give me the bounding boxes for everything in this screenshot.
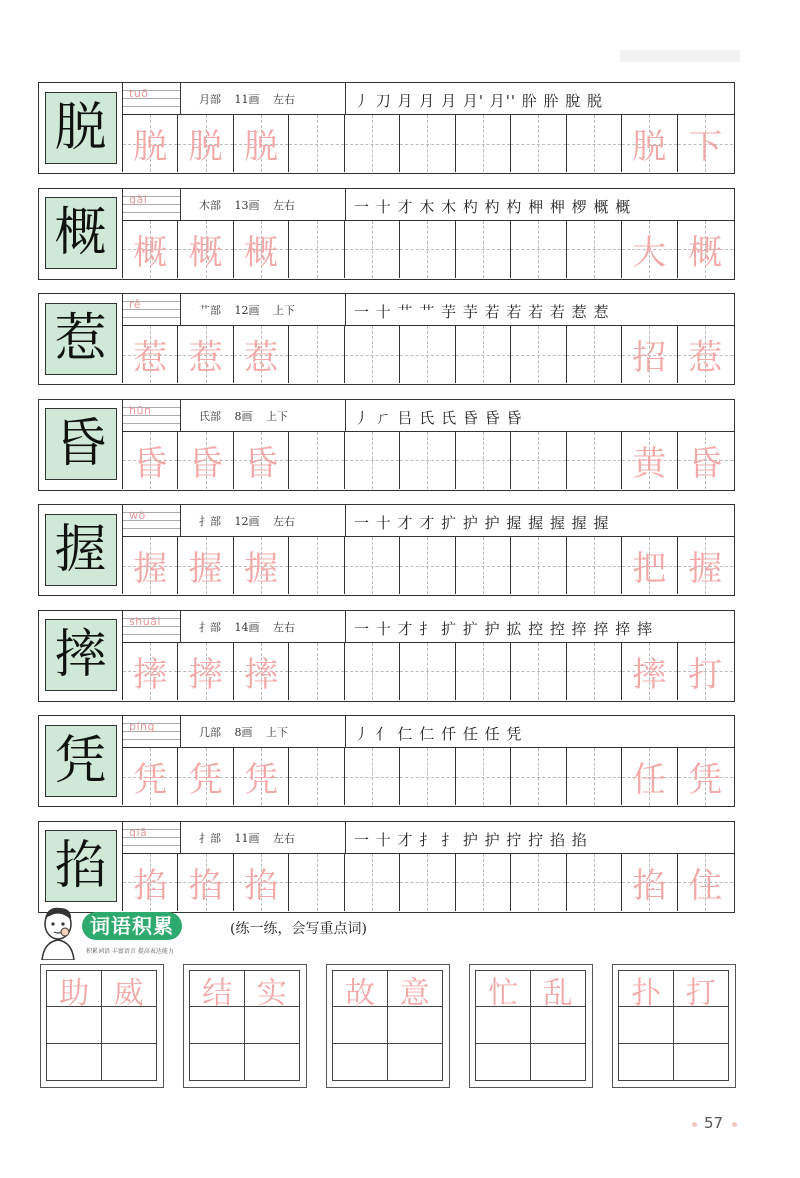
trace-char: 概 [133, 232, 168, 273]
practice-cell[interactable] [400, 854, 455, 911]
page-number: 57 [704, 1114, 724, 1132]
practice-cell[interactable] [345, 221, 400, 278]
practice-cell[interactable] [456, 326, 511, 383]
stroke-order-area [345, 400, 734, 431]
model-char: 概 [45, 197, 117, 269]
word-grid-cell[interactable] [245, 1007, 300, 1043]
pinyin-box [123, 505, 181, 536]
character-practice-table [38, 82, 735, 926]
practice-cell[interactable] [123, 854, 178, 911]
example-word-char: 握 [688, 549, 723, 589]
example-word-char: 任 [632, 760, 667, 800]
example-word-char: 脱 [632, 127, 667, 167]
practice-cell[interactable] [234, 326, 289, 383]
practice-cell[interactable] [511, 537, 566, 594]
radical: 扌部 [199, 831, 221, 845]
word-box [326, 964, 450, 1088]
word-char-second: 实 [256, 975, 287, 1011]
stroke-order-area [345, 189, 734, 220]
practice-cell[interactable] [345, 643, 400, 700]
word-box [40, 964, 164, 1088]
practice-cell[interactable] [567, 115, 622, 172]
radical: 月部 [199, 93, 221, 106]
trace-char: 凭 [188, 760, 223, 800]
practice-grid [123, 537, 734, 595]
model-char-box [39, 505, 123, 594]
practice-cell[interactable] [567, 643, 622, 700]
char-info-strip [123, 505, 734, 537]
practice-cell[interactable] [234, 854, 289, 911]
practice-cell[interactable] [178, 643, 233, 700]
word-box [612, 964, 736, 1088]
practice-cell[interactable] [567, 748, 622, 805]
practice-cell[interactable] [400, 432, 455, 489]
practice-cell[interactable] [345, 537, 400, 594]
practice-grid [123, 326, 734, 384]
word-grid[interactable] [189, 970, 300, 1081]
char-row [38, 715, 735, 807]
word-grid-cell[interactable] [102, 1007, 157, 1043]
stroke-order: 一 十 艹 艹 芋 芋 若 若 若 若 惹 惹 [354, 303, 610, 321]
stroke-count: 8画 [234, 726, 253, 739]
radical: 木部 [199, 198, 221, 212]
practice-cell[interactable] [511, 748, 566, 805]
radical: 几部 [199, 726, 221, 739]
practice-cell[interactable] [622, 221, 677, 278]
structure: 上下 [266, 726, 288, 739]
practice-cell[interactable] [178, 326, 233, 383]
practice-cell[interactable] [567, 326, 622, 383]
word-char-second: 乱 [542, 975, 573, 1011]
practice-cell[interactable] [400, 748, 455, 805]
stroke-order-area [345, 294, 734, 325]
word-grid-cell[interactable] [674, 1044, 729, 1080]
pinyin-text: shuāi [129, 614, 161, 628]
char-meta [199, 197, 349, 215]
practice-cell[interactable] [289, 221, 344, 278]
char-meta [199, 408, 349, 426]
practice-cell[interactable] [178, 748, 233, 805]
trace-char: 摔 [133, 654, 168, 695]
pinyin-text: qiā [129, 825, 148, 839]
practice-cell[interactable] [178, 432, 233, 489]
char-row [38, 82, 735, 174]
word-grid-cell[interactable] [333, 1007, 388, 1043]
practice-cell[interactable] [178, 537, 233, 594]
char-row [38, 504, 735, 596]
example-word-char: 黄 [632, 443, 667, 484]
stroke-order: 一 十 才 扌 扌 护 护 拧 拧 掐 掐 [354, 830, 588, 849]
practice-cell[interactable] [622, 643, 677, 700]
practice-grid [123, 221, 734, 279]
structure: 上下 [266, 409, 288, 423]
word-char-first: 故 [345, 975, 376, 1011]
word-char-first: 忙 [488, 975, 519, 1011]
practice-cell[interactable] [400, 326, 455, 383]
char-info-strip [123, 400, 734, 432]
example-word-char: 招 [632, 338, 667, 378]
practice-cell[interactable] [456, 221, 511, 278]
stroke-order-area [345, 83, 734, 114]
practice-cell[interactable] [123, 221, 178, 278]
practice-cell[interactable] [622, 537, 677, 594]
word-grid-cell[interactable] [476, 1044, 531, 1080]
practice-cell[interactable] [456, 537, 511, 594]
stroke-order-area [345, 505, 734, 536]
trace-char: 摔 [188, 654, 223, 695]
practice-cell[interactable] [622, 432, 677, 489]
trace-char: 掐 [244, 865, 279, 906]
pinyin-box [123, 822, 181, 853]
word-grid-cell[interactable] [333, 1044, 388, 1080]
practice-grid [123, 643, 734, 701]
trace-char: 握 [188, 549, 223, 589]
practice-cell[interactable] [400, 537, 455, 594]
word-box [183, 964, 307, 1088]
char-row [38, 821, 735, 913]
practice-cell[interactable] [234, 221, 289, 278]
practice-cell[interactable] [456, 432, 511, 489]
char-info-strip [123, 189, 734, 221]
trace-char: 惹 [244, 338, 279, 378]
practice-cell[interactable] [678, 115, 733, 172]
practice-cell[interactable] [123, 643, 178, 700]
word-grid-cell[interactable] [388, 1044, 443, 1080]
practice-cell[interactable] [178, 854, 233, 911]
pinyin-box [123, 400, 181, 431]
practice-cell[interactable] [123, 115, 178, 172]
stroke-order: 丿 刀 月 月 月 月' 月'' 肸 肸 脫 脱 [354, 92, 604, 110]
model-char: 惹 [45, 303, 117, 375]
word-char-first: 结 [202, 975, 233, 1011]
practice-cell[interactable] [400, 221, 455, 278]
structure: 左右 [273, 515, 295, 528]
word-char-second: 意 [399, 975, 430, 1011]
stroke-order: 一 十 才 才 扩 护 护 握 握 握 握 握 [354, 514, 610, 532]
word-grid-cell[interactable] [531, 1044, 586, 1080]
model-char-box [39, 400, 123, 489]
practice-cell[interactable] [123, 748, 178, 805]
pinyin-box [123, 611, 181, 642]
trace-char: 摔 [244, 654, 279, 695]
practice-cell[interactable] [678, 537, 733, 594]
practice-cell[interactable] [511, 854, 566, 911]
stroke-order: 丿 亻 仁 仁 仟 任 任 凭 [354, 725, 523, 743]
word-grid-cell[interactable] [388, 1007, 443, 1043]
stroke-order-area [345, 611, 734, 642]
practice-cell[interactable] [289, 643, 344, 700]
practice-cell[interactable] [678, 432, 733, 489]
example-word-char: 把 [632, 549, 667, 589]
pinyin-box [123, 189, 181, 220]
char-info-strip [123, 716, 734, 748]
word-grid-cell[interactable] [47, 1044, 102, 1080]
section-title: 词语积累 [82, 912, 182, 940]
practice-cell[interactable] [345, 326, 400, 383]
trace-char: 惹 [188, 338, 223, 378]
trace-char: 掐 [188, 865, 223, 906]
practice-cell[interactable] [622, 748, 677, 805]
char-meta [199, 619, 349, 637]
practice-grid [123, 115, 734, 173]
pinyin-box [123, 83, 181, 114]
trace-char: 惹 [133, 338, 168, 378]
stroke-order: 一 十 才 扌 扩 扩 护 拡 控 控 捽 捽 捽 摔 [354, 619, 653, 638]
structure: 左右 [273, 198, 295, 212]
example-word-char: 打 [688, 654, 723, 695]
word-grid-cell[interactable] [47, 1007, 102, 1043]
char-info-strip [123, 83, 734, 115]
practice-cell[interactable] [622, 115, 677, 172]
practice-cell[interactable] [234, 537, 289, 594]
char-row [38, 399, 735, 491]
practice-cell[interactable] [567, 432, 622, 489]
word-practice-boxes [40, 964, 762, 1092]
example-word-char: 昏 [688, 443, 723, 484]
practice-cell[interactable] [678, 326, 733, 383]
example-word-char: 下 [688, 127, 723, 167]
model-char-box [39, 294, 123, 383]
practice-cell[interactable] [345, 748, 400, 805]
practice-cell[interactable] [289, 748, 344, 805]
structure: 左右 [273, 620, 295, 634]
radical: 氏部 [199, 409, 221, 423]
structure: 上下 [273, 304, 295, 317]
stroke-count: 12画 [234, 304, 260, 317]
practice-grid [123, 432, 734, 490]
practice-cell[interactable] [178, 115, 233, 172]
radical: 艹部 [199, 304, 221, 317]
word-grid-cell[interactable] [190, 1007, 245, 1043]
word-grid-cell[interactable] [619, 1044, 674, 1080]
trace-char: 概 [188, 232, 223, 273]
stroke-count: 12画 [234, 515, 260, 528]
pinyin-text: píng [129, 720, 155, 733]
faint-header-mark [620, 50, 740, 62]
model-char-box [39, 611, 123, 700]
practice-cell[interactable] [567, 221, 622, 278]
practice-cell[interactable] [622, 854, 677, 911]
char-meta [199, 724, 349, 742]
word-grid-cell[interactable] [531, 1007, 586, 1043]
stroke-order: 一 十 才 木 木 杓 杓 杓 柙 柙 椤 概 概 [354, 197, 632, 216]
word-grid-cell[interactable] [190, 1044, 245, 1080]
pinyin-text: gài [129, 192, 148, 206]
practice-cell[interactable] [289, 115, 344, 172]
practice-cell[interactable] [289, 537, 344, 594]
practice-cell[interactable] [511, 643, 566, 700]
pinyin-box [123, 716, 181, 747]
trace-char: 凭 [244, 760, 279, 800]
trace-char: 昏 [188, 443, 223, 484]
trace-char: 凭 [133, 760, 168, 800]
word-box [469, 964, 593, 1088]
char-row [38, 188, 735, 280]
practice-cell[interactable] [289, 326, 344, 383]
stroke-count: 11画 [234, 93, 260, 106]
practice-cell[interactable] [234, 115, 289, 172]
stroke-count: 13画 [234, 198, 260, 212]
model-char: 掐 [45, 830, 117, 902]
model-char: 脱 [45, 92, 117, 164]
practice-cell[interactable] [678, 643, 733, 700]
example-word-char: 惹 [688, 338, 723, 378]
practice-cell[interactable] [345, 115, 400, 172]
word-grid-cell[interactable] [102, 1044, 157, 1080]
practice-cell[interactable] [400, 643, 455, 700]
example-word-char: 大 [632, 232, 667, 273]
trace-char: 握 [244, 549, 279, 589]
practice-cell[interactable] [456, 748, 511, 805]
pinyin-text: tuō [129, 87, 149, 100]
char-meta [199, 513, 349, 531]
section-header [34, 904, 534, 960]
word-grid[interactable] [618, 970, 729, 1081]
section-caption: 积累词语 丰富语言 提高表达能力 [86, 948, 174, 955]
word-grid[interactable] [46, 970, 157, 1081]
section-subtitle: (练一练，会写重点词) [230, 921, 367, 937]
example-word-char: 摔 [632, 654, 667, 695]
practice-cell[interactable] [234, 432, 289, 489]
word-grid-cell[interactable] [674, 1007, 729, 1043]
char-info-strip [123, 294, 734, 326]
practice-cell[interactable] [456, 643, 511, 700]
practice-cell[interactable] [567, 854, 622, 911]
example-word-char: 住 [688, 865, 723, 906]
word-grid-cell[interactable] [476, 1007, 531, 1043]
model-char-box [39, 822, 123, 911]
model-char: 昏 [45, 408, 117, 480]
example-word-char: 凭 [688, 760, 723, 800]
pinyin-text: rě [129, 298, 142, 311]
practice-cell[interactable] [511, 432, 566, 489]
practice-cell[interactable] [456, 854, 511, 911]
model-char-box [39, 716, 123, 805]
trace-char: 脱 [188, 127, 223, 167]
practice-grid [123, 748, 734, 806]
word-grid-cell[interactable] [619, 1007, 674, 1043]
practice-cell[interactable] [345, 854, 400, 911]
stroke-count: 8画 [234, 409, 253, 423]
model-char-box [39, 189, 123, 278]
char-meta [199, 830, 349, 848]
thinking-boy-icon [34, 904, 82, 960]
practice-cell[interactable] [678, 221, 733, 278]
radical: 扌部 [199, 620, 221, 634]
practice-cell[interactable] [123, 537, 178, 594]
practice-cell[interactable] [234, 643, 289, 700]
word-grid-cell[interactable] [245, 1044, 300, 1080]
page-footer [690, 1112, 750, 1136]
char-meta [199, 302, 349, 320]
practice-cell[interactable] [123, 432, 178, 489]
trace-char: 握 [133, 549, 168, 589]
trace-char: 掐 [133, 865, 168, 906]
word-grid[interactable] [475, 970, 586, 1081]
model-char: 握 [45, 514, 117, 586]
trace-char: 脱 [244, 127, 279, 167]
practice-grid [123, 854, 734, 912]
practice-cell[interactable] [345, 432, 400, 489]
stroke-count: 11画 [234, 831, 260, 845]
char-info-strip [123, 611, 734, 643]
char-row [38, 610, 735, 702]
practice-cell[interactable] [622, 326, 677, 383]
practice-cell[interactable] [289, 854, 344, 911]
practice-cell[interactable] [400, 115, 455, 172]
word-char-first: 助 [59, 975, 90, 1011]
practice-cell[interactable] [678, 854, 733, 911]
pinyin-box [123, 294, 181, 325]
page-dot-left [692, 1122, 697, 1127]
example-word-char: 掐 [632, 865, 667, 906]
practice-cell[interactable] [511, 221, 566, 278]
practice-cell[interactable] [567, 537, 622, 594]
page-dot-right [732, 1122, 737, 1127]
char-meta [199, 91, 349, 109]
trace-char: 昏 [133, 443, 168, 484]
practice-cell[interactable] [123, 326, 178, 383]
practice-cell[interactable] [511, 326, 566, 383]
stroke-count: 14画 [234, 620, 260, 634]
model-char: 凭 [45, 725, 117, 797]
word-char-second: 打 [685, 975, 716, 1011]
word-grid[interactable] [332, 970, 443, 1081]
trace-char: 昏 [244, 443, 279, 484]
radical: 扌部 [199, 515, 221, 528]
word-char-first: 扑 [631, 975, 662, 1011]
pinyin-text: hūn [129, 403, 152, 417]
practice-cell[interactable] [234, 748, 289, 805]
trace-char: 概 [244, 232, 279, 273]
stroke-order-area [345, 716, 734, 747]
structure: 左右 [273, 93, 295, 106]
trace-char: 脱 [133, 127, 168, 167]
practice-cell[interactable] [178, 221, 233, 278]
stroke-order: 丿 ㄏ 㠯 氏 氏 昏 昏 昏 [354, 408, 523, 427]
char-info-strip [123, 822, 734, 854]
pinyin-text: wò [129, 509, 146, 522]
example-word-char: 概 [688, 232, 723, 273]
model-char-box [39, 83, 123, 172]
stroke-order-area [345, 822, 734, 853]
model-char: 摔 [45, 619, 117, 691]
practice-cell[interactable] [511, 115, 566, 172]
practice-cell[interactable] [678, 748, 733, 805]
practice-cell[interactable] [289, 432, 344, 489]
char-row [38, 293, 735, 385]
structure: 左右 [273, 831, 295, 845]
practice-cell[interactable] [456, 115, 511, 172]
word-char-second: 威 [113, 975, 144, 1011]
